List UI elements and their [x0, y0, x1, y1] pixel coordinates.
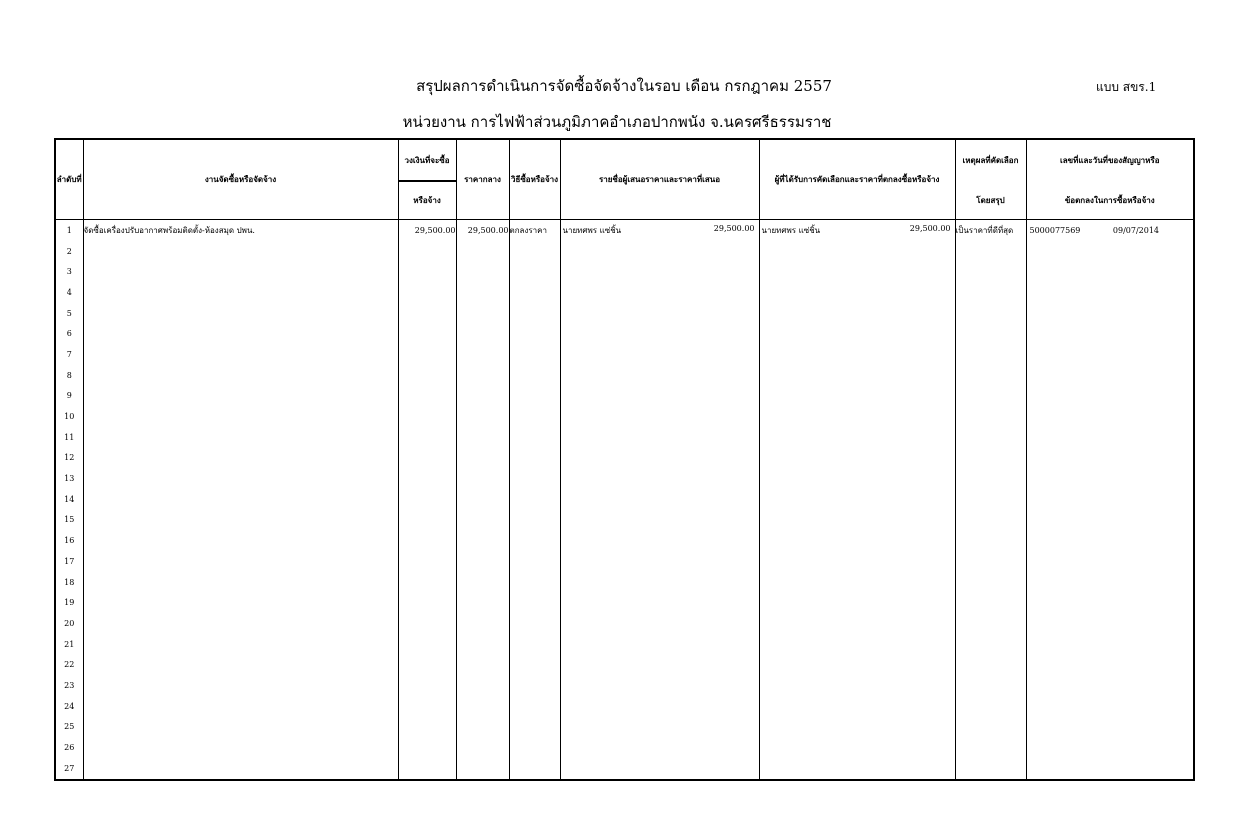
- row-bidder: [560, 323, 759, 344]
- row-contract: [1026, 303, 1194, 324]
- row-winner: [759, 344, 955, 365]
- row-method: [509, 634, 560, 655]
- row-seq: 26: [55, 737, 83, 758]
- row-median-price: [456, 386, 509, 407]
- row-reason: [955, 448, 1026, 469]
- col-bidders-header: รายชื่อผู้เสนอราคาและราคาที่เสนอ: [560, 139, 759, 220]
- row-median-price: [456, 427, 509, 448]
- row-method: [509, 530, 560, 551]
- row-contract: [1026, 261, 1194, 282]
- row-contract: [1026, 365, 1194, 386]
- row-budget: [398, 427, 456, 448]
- row-bidder: [560, 303, 759, 324]
- row-contract: [1026, 220, 1194, 241]
- row-winner: [759, 406, 955, 427]
- table-row: [55, 717, 1194, 738]
- bidder-name: นายทศพร แซ่ชิ้น: [562, 225, 622, 235]
- row-reason: [955, 634, 1026, 655]
- row-contract: [1026, 696, 1194, 717]
- row-seq: 8: [55, 365, 83, 386]
- row-work: [83, 427, 398, 448]
- row-winner: [759, 696, 955, 717]
- col-winner-header: ผู้ที่ได้รับการคัดเลือกและราคาที่ตกลงซื้อหรือจ้าง: [759, 139, 955, 220]
- row-winner: [759, 654, 955, 675]
- row-reason: [955, 406, 1026, 427]
- row-budget: [398, 365, 456, 386]
- row-seq: 22: [55, 654, 83, 675]
- table-row: [55, 551, 1194, 572]
- row-reason: [955, 613, 1026, 634]
- col-reason-header-top: เหตุผลที่คัดเลือก: [955, 139, 1026, 181]
- row-budget: [398, 696, 456, 717]
- row-bidder: [560, 654, 759, 675]
- row-seq: 21: [55, 634, 83, 655]
- row-bidder: [560, 572, 759, 593]
- form-code: แบบ สขร.1: [1096, 80, 1157, 94]
- row-bidder: [560, 468, 759, 489]
- row-seq: 24: [55, 696, 83, 717]
- row-method: [509, 737, 560, 758]
- row-contract: [1026, 613, 1194, 634]
- table-row: [55, 282, 1194, 303]
- row-budget: [398, 717, 456, 738]
- col-method-header: วิธีซื้อหรือจ้าง: [509, 139, 560, 220]
- row-contract: [1026, 282, 1194, 303]
- table-row: [55, 489, 1194, 510]
- row-reason: [955, 323, 1026, 344]
- row-contract: [1026, 758, 1194, 780]
- bidder-price: 29,500.00: [713, 223, 755, 233]
- row-budget: [398, 241, 456, 262]
- row-seq: 20: [55, 613, 83, 634]
- row-work: [83, 654, 398, 675]
- row-reason: [955, 551, 1026, 572]
- row-reason: [955, 303, 1026, 324]
- row-contract: [1026, 386, 1194, 407]
- row-budget: [398, 386, 456, 407]
- row-winner: [759, 737, 955, 758]
- table-row: [55, 510, 1194, 531]
- row-seq: 23: [55, 675, 83, 696]
- row-budget: [398, 737, 456, 758]
- row-budget: [398, 323, 456, 344]
- agency-title: หน่วยงาน การไฟฟ้าส่วนภูมิภาคอำเภอปากพนัง จ.นครศรีธรรมราช: [402, 113, 832, 131]
- row-seq: 27: [55, 758, 83, 780]
- row-work: [83, 696, 398, 717]
- row-median-price: [456, 592, 509, 613]
- row-reason: [955, 530, 1026, 551]
- table-row: [55, 592, 1194, 613]
- row-bidder: [560, 344, 759, 365]
- row-work: [83, 717, 398, 738]
- row-bidder: [560, 365, 759, 386]
- row-seq: 19: [55, 592, 83, 613]
- row-winner: [759, 510, 955, 531]
- row-work: [83, 365, 398, 386]
- table-row: [55, 675, 1194, 696]
- contract-number: 5000077569: [1029, 225, 1081, 235]
- row-winner: [759, 303, 955, 324]
- row-budget: [398, 510, 456, 531]
- row-work: [83, 572, 398, 593]
- row-reason: [955, 758, 1026, 780]
- row-budget: [398, 261, 456, 282]
- table-row: [55, 530, 1194, 551]
- row-work: [83, 530, 398, 551]
- row-median-price: [456, 261, 509, 282]
- row-seq: 10: [55, 406, 83, 427]
- row-method: [509, 696, 560, 717]
- row-winner: [759, 592, 955, 613]
- table-row: [55, 365, 1194, 386]
- table-row: [55, 758, 1194, 780]
- row-seq: 17: [55, 551, 83, 572]
- row-winner: [759, 365, 955, 386]
- row-contract: [1026, 241, 1194, 262]
- row-winner: [759, 551, 955, 572]
- row-reason: [955, 282, 1026, 303]
- winner-price: 29,500.00: [909, 223, 951, 233]
- row-bidder: [560, 696, 759, 717]
- row-reason: [955, 696, 1026, 717]
- row-work: [83, 510, 398, 531]
- row-reason: [955, 717, 1026, 738]
- row-work: จัดซื้อเครื่องปรับอากาศพร้อมติดตั้ง-ห้องสมุด ปพน.: [83, 220, 398, 241]
- row-median-price: [456, 344, 509, 365]
- row-reason: [955, 468, 1026, 489]
- row-budget: [398, 592, 456, 613]
- row-contract: [1026, 737, 1194, 758]
- row-method: [509, 365, 560, 386]
- row-winner: [759, 386, 955, 407]
- row-seq: 1: [55, 220, 83, 241]
- row-seq: 25: [55, 717, 83, 738]
- row-median-price: [456, 303, 509, 324]
- row-seq: 9: [55, 386, 83, 407]
- row-method: [509, 323, 560, 344]
- row-median-price: [456, 489, 509, 510]
- row-budget: [398, 303, 456, 324]
- row-seq: 15: [55, 510, 83, 531]
- row-median-price: [456, 448, 509, 469]
- row-seq: 3: [55, 261, 83, 282]
- row-bidder: [560, 406, 759, 427]
- contract-date: 09/07/2014: [1112, 225, 1159, 235]
- row-median-price: [456, 758, 509, 780]
- row-contract: [1026, 427, 1194, 448]
- row-winner: [759, 572, 955, 593]
- row-contract: [1026, 592, 1194, 613]
- table-row: [55, 634, 1194, 655]
- row-median-price: [456, 717, 509, 738]
- row-contract: [1026, 489, 1194, 510]
- row-method: [509, 282, 560, 303]
- row-reason: [955, 386, 1026, 407]
- row-work: [83, 282, 398, 303]
- row-reason: [955, 241, 1026, 262]
- row-winner: [759, 489, 955, 510]
- table-row: [55, 323, 1194, 344]
- row-contract: [1026, 717, 1194, 738]
- row-winner: [759, 220, 955, 241]
- row-bidder: [560, 261, 759, 282]
- procurement-table-wrapper: [54, 138, 1195, 781]
- row-bidder: [560, 241, 759, 262]
- row-winner: [759, 241, 955, 262]
- row-budget: [398, 489, 456, 510]
- row-seq: 14: [55, 489, 83, 510]
- row-contract: [1026, 654, 1194, 675]
- row-method: [509, 448, 560, 469]
- row-contract: [1026, 572, 1194, 593]
- row-median-price: [456, 737, 509, 758]
- row-median-price: [456, 530, 509, 551]
- row-seq: 13: [55, 468, 83, 489]
- row-median-price: [456, 613, 509, 634]
- row-median-price: [456, 572, 509, 593]
- row-budget: [398, 406, 456, 427]
- col-reason-header-bottom: โดยสรุป: [955, 181, 1026, 220]
- row-budget: [398, 448, 456, 469]
- row-seq: 5: [55, 303, 83, 324]
- row-method: [509, 261, 560, 282]
- row-contract: [1026, 634, 1194, 655]
- row-reason: [955, 510, 1026, 531]
- row-bidder: [560, 427, 759, 448]
- row-reason: [955, 261, 1026, 282]
- row-contract: [1026, 323, 1194, 344]
- table-row: [55, 386, 1194, 407]
- row-winner: [759, 530, 955, 551]
- row-bidder: [560, 592, 759, 613]
- row-contract: [1026, 510, 1194, 531]
- row-method: [509, 406, 560, 427]
- row-median-price: [456, 551, 509, 572]
- row-work: [83, 592, 398, 613]
- row-winner: [759, 468, 955, 489]
- row-budget: [398, 282, 456, 303]
- row-median-price: [456, 654, 509, 675]
- col-seq-header: ลำดับที่: [55, 139, 83, 220]
- row-method: [509, 654, 560, 675]
- col-work-header: งานจัดซื้อหรือจัดจ้าง: [83, 139, 398, 220]
- col-contract-header-top: เลขที่และวันที่ของสัญญาหรือ: [1026, 139, 1194, 181]
- row-reason: [955, 427, 1026, 448]
- row-budget: [398, 468, 456, 489]
- row-bidder: [560, 220, 759, 241]
- col-median-price-header: ราคากลาง: [456, 139, 509, 220]
- row-work: [83, 758, 398, 780]
- row-budget: [398, 675, 456, 696]
- row-method: [509, 613, 560, 634]
- table-row: [55, 468, 1194, 489]
- row-seq: 4: [55, 282, 83, 303]
- row-budget: [398, 613, 456, 634]
- row-bidder: [560, 758, 759, 780]
- row-reason: [955, 365, 1026, 386]
- row-reason: [955, 572, 1026, 593]
- row-work: [83, 737, 398, 758]
- table-row: [55, 303, 1194, 324]
- table-row: [55, 344, 1194, 365]
- row-budget: [398, 344, 456, 365]
- table-row: [55, 220, 1194, 241]
- row-seq: 6: [55, 323, 83, 344]
- procurement-table-body: [55, 220, 1194, 780]
- row-bidder: [560, 634, 759, 655]
- row-median-price: 29,500.00: [456, 220, 509, 241]
- row-budget: [398, 572, 456, 593]
- row-work: [83, 551, 398, 572]
- row-method: [509, 468, 560, 489]
- row-contract: [1026, 406, 1194, 427]
- table-row: [55, 572, 1194, 593]
- row-winner: [759, 282, 955, 303]
- row-method: [509, 303, 560, 324]
- row-seq: 12: [55, 448, 83, 469]
- row-method: [509, 241, 560, 262]
- row-method: ตกลงราคา: [509, 220, 560, 241]
- table-row: [55, 261, 1194, 282]
- row-budget: [398, 634, 456, 655]
- row-median-price: [456, 323, 509, 344]
- row-work: [83, 613, 398, 634]
- col-budget-header-top: วงเงินที่จะซื้อ: [398, 139, 456, 181]
- row-median-price: [456, 696, 509, 717]
- row-budget: [398, 530, 456, 551]
- row-winner: [759, 261, 955, 282]
- row-median-price: [456, 406, 509, 427]
- row-bidder: [560, 737, 759, 758]
- row-median-price: [456, 282, 509, 303]
- winner-name: นายทศพร แซ่ชิ้น: [761, 225, 821, 235]
- row-reason: [955, 344, 1026, 365]
- table-row: [55, 427, 1194, 448]
- row-contract: [1026, 551, 1194, 572]
- procurement-table: [54, 138, 1195, 781]
- col-contract-header-bottom: ข้อตกลงในการซื้อหรือจ้าง: [1026, 181, 1194, 220]
- row-bidder: [560, 675, 759, 696]
- row-method: [509, 344, 560, 365]
- table-row: [55, 406, 1194, 427]
- row-method: [509, 675, 560, 696]
- row-method: [509, 551, 560, 572]
- row-median-price: [456, 634, 509, 655]
- row-work: [83, 261, 398, 282]
- row-median-price: [456, 468, 509, 489]
- row-bidder: [560, 551, 759, 572]
- table-row: [55, 737, 1194, 758]
- row-budget: [398, 758, 456, 780]
- table-row: [55, 696, 1194, 717]
- col-budget-header-bottom: หรือจ้าง: [398, 181, 456, 220]
- row-bidder: [560, 282, 759, 303]
- row-seq: 2: [55, 241, 83, 262]
- row-winner: [759, 717, 955, 738]
- row-contract: [1026, 468, 1194, 489]
- row-bidder: [560, 530, 759, 551]
- row-work: [83, 489, 398, 510]
- row-work: [83, 468, 398, 489]
- row-bidder: [560, 386, 759, 407]
- row-seq: 18: [55, 572, 83, 593]
- table-row: [55, 448, 1194, 469]
- row-seq: 16: [55, 530, 83, 551]
- table-row: [55, 654, 1194, 675]
- row-seq: 7: [55, 344, 83, 365]
- row-winner: [759, 427, 955, 448]
- row-work: [83, 386, 398, 407]
- row-bidder: [560, 717, 759, 738]
- row-method: [509, 592, 560, 613]
- row-work: [83, 344, 398, 365]
- row-reason: [955, 592, 1026, 613]
- row-winner: [759, 634, 955, 655]
- row-contract: [1026, 530, 1194, 551]
- row-median-price: [456, 365, 509, 386]
- row-method: [509, 758, 560, 780]
- row-winner: [759, 758, 955, 780]
- row-method: [509, 572, 560, 593]
- row-reason: [955, 654, 1026, 675]
- row-work: [83, 323, 398, 344]
- row-budget: [398, 551, 456, 572]
- row-method: [509, 427, 560, 448]
- row-bidder: [560, 448, 759, 469]
- row-budget: 29,500.00: [398, 220, 456, 241]
- row-method: [509, 386, 560, 407]
- row-budget: [398, 654, 456, 675]
- row-work: [83, 406, 398, 427]
- row-bidder: [560, 510, 759, 531]
- row-winner: [759, 448, 955, 469]
- row-work: [83, 241, 398, 262]
- row-winner: [759, 323, 955, 344]
- row-bidder: [560, 613, 759, 634]
- row-contract: [1026, 344, 1194, 365]
- row-method: [509, 717, 560, 738]
- table-row: [55, 241, 1194, 262]
- row-seq: 11: [55, 427, 83, 448]
- row-median-price: [456, 241, 509, 262]
- row-work: [83, 675, 398, 696]
- row-winner: [759, 613, 955, 634]
- row-median-price: [456, 675, 509, 696]
- row-reason: [955, 675, 1026, 696]
- row-winner: [759, 675, 955, 696]
- row-work: [83, 634, 398, 655]
- row-reason: [955, 737, 1026, 758]
- report-title: สรุปผลการดำเนินการจัดซื้อจัดจ้างในรอบ เดือน กรกฎาคม 2557: [416, 77, 832, 95]
- row-contract: [1026, 448, 1194, 469]
- row-reason: [955, 489, 1026, 510]
- row-contract: [1026, 675, 1194, 696]
- row-method: [509, 489, 560, 510]
- row-reason: เป็นราคาที่ดีที่สุด: [955, 220, 1026, 241]
- row-bidder: [560, 489, 759, 510]
- table-row: [55, 613, 1194, 634]
- row-work: [83, 303, 398, 324]
- row-method: [509, 510, 560, 531]
- row-median-price: [456, 510, 509, 531]
- row-work: [83, 448, 398, 469]
